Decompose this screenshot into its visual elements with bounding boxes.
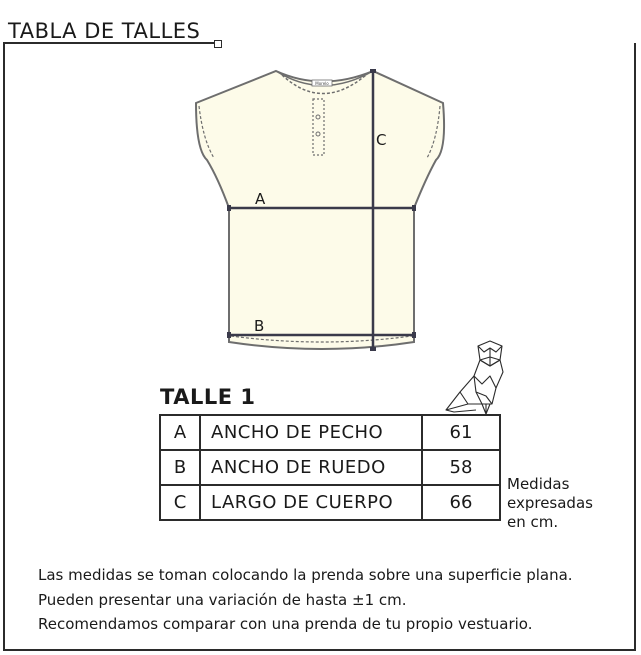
table-row: [160, 415, 500, 450]
measure-value: 66: [422, 485, 500, 520]
note-line: Recomendamos comparar con una prenda de tu propio vestuario.: [38, 615, 533, 633]
units-note-line: Medidas: [507, 475, 570, 493]
dimension-label-c: C: [376, 131, 387, 149]
units-note: [507, 475, 627, 532]
measure-value: 61: [422, 415, 500, 450]
measurement-notes: [38, 563, 573, 637]
note-line: Las medidas se toman colocando la prenda sobre una superficie plana.: [38, 566, 573, 584]
measure-label: ANCHO DE PECHO: [200, 415, 422, 450]
measure-value: 58: [422, 450, 500, 485]
page-title: TABLA DE TALLES: [8, 19, 201, 43]
neck-tag-text: Morelo: [315, 81, 329, 86]
dimension-b-right-tick: [412, 332, 416, 338]
units-note-line: en cm.: [507, 513, 559, 531]
dimension-label-a: A: [255, 190, 266, 208]
dimension-b-left-tick: [227, 332, 231, 338]
note-line: Pueden presentar una variación de hasta ±1 cm.: [38, 590, 407, 609]
dimension-c-top-tick: [370, 69, 376, 73]
table-row: [160, 450, 500, 485]
dimension-label-b: B: [254, 317, 265, 335]
measure-key: C: [160, 485, 200, 520]
dimension-c-bottom-tick: [370, 347, 376, 351]
measure-key: B: [160, 450, 200, 485]
dimension-a-right-tick: [412, 205, 416, 211]
units-note-line: expresadas: [507, 494, 593, 512]
measure-key: A: [160, 415, 200, 450]
size-table: [159, 414, 501, 521]
shirt-body-outline: [196, 71, 444, 349]
measure-label: ANCHO DE RUEDO: [200, 450, 422, 485]
table-row: [160, 485, 500, 520]
owl-logo-icon: [446, 341, 503, 414]
measure-label: LARGO DE CUERPO: [200, 485, 422, 520]
dimension-a-left-tick: [227, 205, 231, 211]
size-title: TALLE 1: [160, 385, 256, 409]
